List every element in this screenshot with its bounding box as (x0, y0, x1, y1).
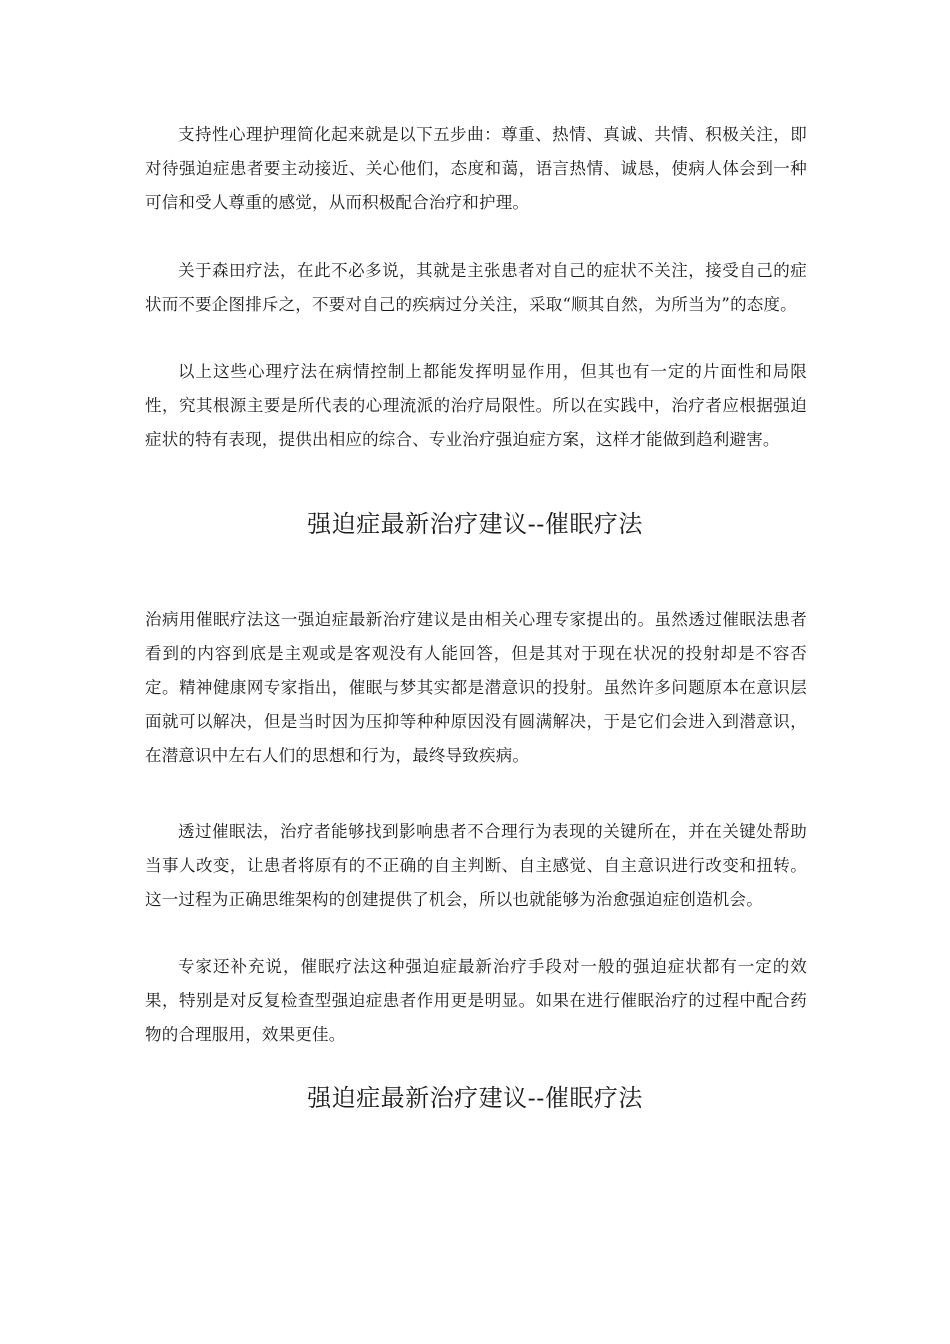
paragraph-morita-therapy: 关于森田疗法，在此不必多说，其就是主张患者对自己的症状不关注，接受自己的症状而不要企图排斥之，不要对自己的疾病过分关注，采取“顺其自然，为所当为”的态度。 (145, 261, 807, 314)
section-heading: 强迫症最新治疗建议--催眠疗法 (307, 510, 643, 538)
paragraph-supportive-care: 支持性心理护理简化起来就是以下五步曲：尊重、热情、真诚、共情、积极关注，即对待强迫症患者要主动接近、关心他们，态度和蔼，语言热情、诚恳，使病人体会到一种可信和受人尊重的感觉，从而积极配合治疗和护理。 (145, 125, 807, 212)
paragraph-limitations: 以上这些心理疗法在病情控制上都能发挥明显作用，但其也有一定的片面性和局限性，究其根源主要是所代表的心理流派的治疗局限性。所以在实践中，治疗者应根据强迫症状的特有表现，提供出相应的综合、专业治疗强迫症方案，这样才能做到趋利避害。 (145, 362, 807, 449)
paragraph-expert-supplement: 专家还补充说，催眠疗法这种强迫症最新治疗手段对一般的强迫症状都有一定的效果，特别是对反复检查型强迫症患者作用更是明显。如果在进行催眠治疗的过程中配合药物的合理服用，效果更佳。 (145, 957, 807, 1044)
paragraph-hypnosis-method: 透过催眠法，治疗者能够找到影响患者不合理行为表现的关键所在，并在关键处帮助当事人改变，让患者将原有的不正确的自主判断、自主感觉、自主意识进行改变和扭转。这一过程为正确思维架构的创建提供了机会，所以也就能够为治愈强迫症创造机会。 (145, 822, 807, 909)
paragraph-hypnosis-intro: 治病用催眠疗法这一强迫症最新治疗建议是由相关心理专家提出的。虽然透过催眠法患者看到的内容到底是主观或是客观没有人能回答，但是其对于现在状况的投射却是不容否定。精神健康网专家指出，催眠与梦其实都是潜意识的投射。虽然许多问题原本在意识层面就可以解决，但是当时因为压抑等种种原因没有圆满解决，于是它们会进入到潜意识，在潜意识中左右人们的思想和行为，最终导致疾病。 (145, 610, 807, 765)
section-heading-repeat: 强迫症最新治疗建议--催眠疗法 (307, 1084, 643, 1112)
